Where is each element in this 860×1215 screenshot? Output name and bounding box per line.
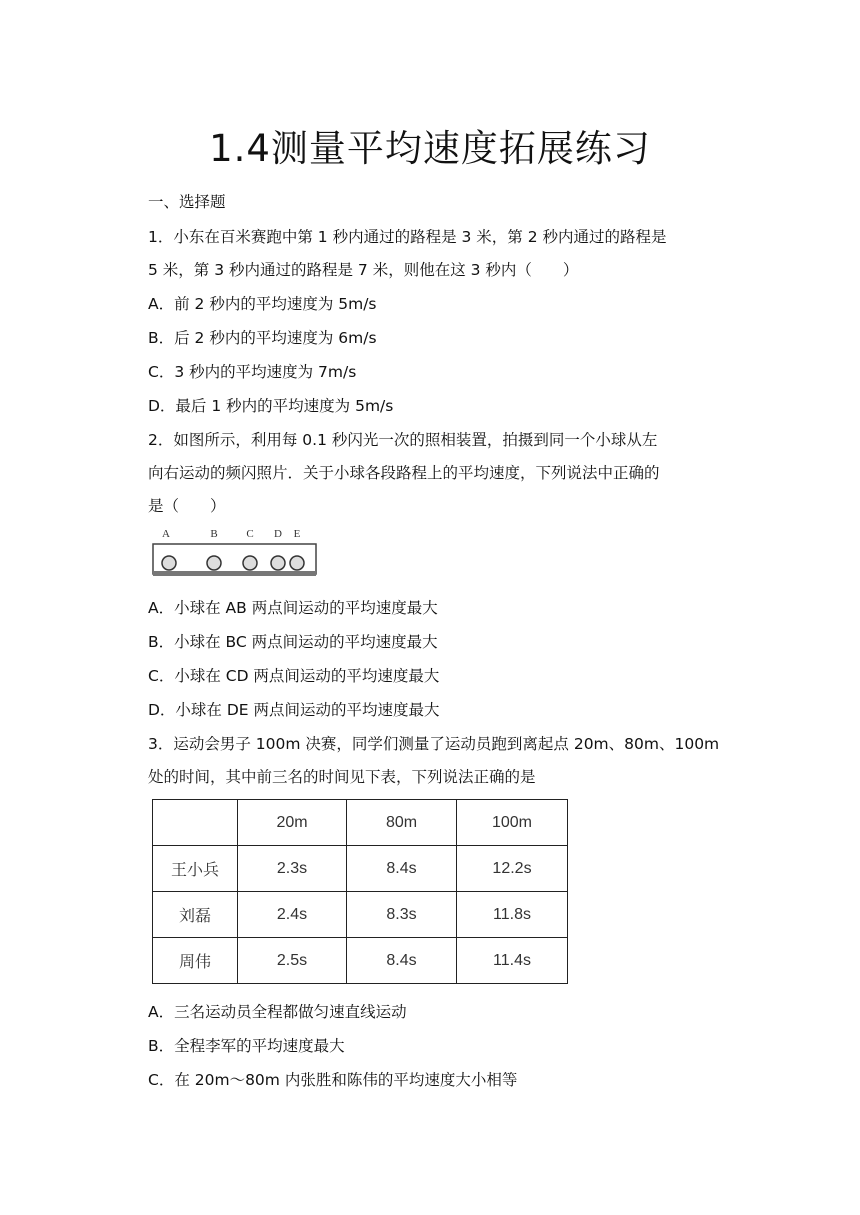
table-row bbox=[153, 938, 568, 984]
question-2-option-b: B．小球在 BC 两点间运动的平均速度最大 bbox=[148, 633, 438, 651]
question-2-option-d: D．小球在 DE 两点间运动的平均速度最大 bbox=[148, 701, 440, 719]
table-header-cell bbox=[153, 800, 238, 846]
table-cell-name: 刘磊 bbox=[153, 892, 238, 938]
table-cell: 2.3s bbox=[238, 846, 347, 892]
table-header-cell: 20m bbox=[238, 800, 347, 846]
question-3-option-a: A．三名运动员全程都做匀速直线运动 bbox=[148, 1003, 407, 1021]
question-2-line-3: 是（ ） bbox=[148, 497, 226, 515]
question-1-line-1: 1．小东在百米赛跑中第 1 秒内通过的路程是 3 米，第 2 秒内通过的路程是 bbox=[148, 228, 667, 246]
table-cell-name: 王小兵 bbox=[153, 846, 238, 892]
table-cell: 2.4s bbox=[238, 892, 347, 938]
table-cell: 8.3s bbox=[347, 892, 457, 938]
ball-d bbox=[271, 556, 285, 570]
table-header-cell: 80m bbox=[347, 800, 457, 846]
figure-label-d: D bbox=[274, 528, 282, 540]
question-2-option-a: A．小球在 AB 两点间运动的平均速度最大 bbox=[148, 599, 438, 617]
figure-ground bbox=[153, 571, 316, 576]
table-header-cell: 100m bbox=[457, 800, 568, 846]
ball-a bbox=[162, 556, 176, 570]
ball-e bbox=[290, 556, 304, 570]
page-title: 1.4测量平均速度拓展练习 bbox=[209, 127, 651, 170]
table-cell: 2.5s bbox=[238, 938, 347, 984]
question-1-option-c: C．3 秒内的平均速度为 7m/s bbox=[148, 363, 357, 381]
table-row bbox=[153, 846, 568, 892]
figure-label-c: C bbox=[246, 528, 254, 540]
question-1-option-a: A．前 2 秒内的平均速度为 5m/s bbox=[148, 295, 377, 313]
question-1-option-d: D．最后 1 秒内的平均速度为 5m/s bbox=[148, 397, 394, 415]
question-2-line-1: 2．如图所示，利用每 0.1 秒闪光一次的照相装置，拍摄到同一个小球从左 bbox=[148, 431, 658, 449]
ball-b bbox=[207, 556, 221, 570]
table-row bbox=[153, 892, 568, 938]
question-3-option-b: B．全程李军的平均速度最大 bbox=[148, 1037, 345, 1055]
question-3-option-c: C．在 20m～80m 内张胜和陈伟的平均速度大小相等 bbox=[148, 1071, 518, 1089]
table-cell: 8.4s bbox=[347, 846, 457, 892]
table-cell-name: 周伟 bbox=[153, 938, 238, 984]
question-3-line-2: 处的时间，其中前三名的时间见下表，下列说法正确的是 bbox=[148, 768, 536, 786]
table-cell: 12.2s bbox=[457, 846, 568, 892]
figure-label-e: E bbox=[293, 528, 301, 540]
table-cell: 11.4s bbox=[457, 938, 568, 984]
table-header-row bbox=[153, 800, 568, 846]
figure-label-a: A bbox=[162, 528, 170, 540]
question-3-line-1: 3．运动会男子 100m 决赛，同学们测量了运动员跑到离起点 20m、80m、100m bbox=[148, 735, 720, 753]
question-2-line-2: 向右运动的频闪照片．关于小球各段路程上的平均速度，下列说法中正确的 bbox=[148, 464, 660, 482]
results-table bbox=[152, 799, 568, 984]
question-1-option-b: B．后 2 秒内的平均速度为 6m/s bbox=[148, 329, 377, 347]
strobe-photo-figure bbox=[152, 525, 318, 581]
section-heading: 一、选择题 bbox=[148, 193, 226, 211]
question-2-option-c: C．小球在 CD 两点间运动的平均速度最大 bbox=[148, 667, 440, 685]
table-cell: 11.8s bbox=[457, 892, 568, 938]
table-cell: 8.4s bbox=[347, 938, 457, 984]
ball-c bbox=[243, 556, 257, 570]
figure-label-b: B bbox=[210, 528, 218, 540]
question-1-line-2: 5 米，第 3 秒内通过的路程是 7 米，则他在这 3 秒内（ ） bbox=[148, 261, 579, 279]
